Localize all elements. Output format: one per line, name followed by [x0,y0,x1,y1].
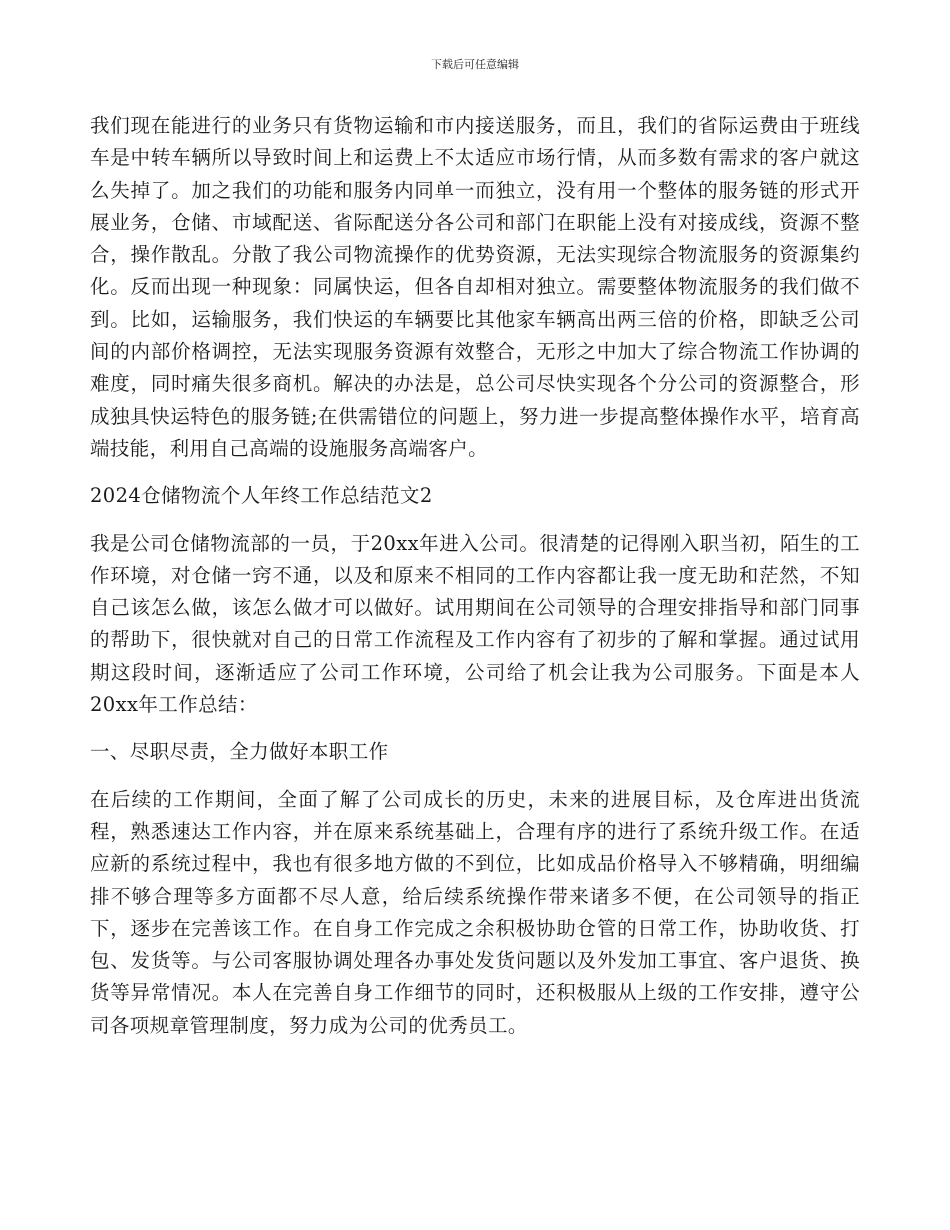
paragraph-work-details: 在后续的工作期间，全面了解了公司成长的历史，未来的进展目标，及仓库进出货流程，熟悉速达工作内容，并在原来系统基础上，合理有序的进行了系统升级工作。在适应新的系统过程中，我也有很多地方做的不到位，比如成品价格导入不够精确，明细编排不够合理等多方面都不尽人意，给后续系统操作带来诸多不便，在公司领导的指正下，逐步在完善该工作。在自身工作完成之余积极协助仓管的日常工作，协助收货、打包、发货等。与公司客服协调处理各办事处发货问题以及外发加工事宜、客户退货、换货等异常情况。本人在完善自身工作细节的同时，还积极服从上级的工作安排，遵守公司各项规章管理制度，努力成为公司的优秀员工。 [90,787,860,1037]
section-title-2024-summary: 2024仓储物流个人年终工作总结范文2 [90,484,433,508]
paragraph-introduction: 我是公司仓储物流部的一员，于20xx年进入公司。很清楚的记得刚入职当初，陌生的工作环境，对仓储一窍不通，以及和原来不相同的工作内容都让我一度无助和茫然，不知自己该怎么做，该怎么做才可以做好。试用期间在公司领导的合理安排指导和部门同事的帮助下，很快就对自己的日常工作流程及工作内容有了初步的了解和掌握。通过试用期这段时间，逐渐适应了公司工作环境，公司给了机会让我为公司服务。下面是本人20xx年工作总结： [90,531,860,717]
page-header-note: 下载后可任意编辑 [431,58,519,71]
document-body [90,110,860,1042]
section-heading-duties: 一、尽职尽责，全力做好本职工作 [90,740,389,764]
paragraph-business-status: 我们现在能进行的业务只有货物运输和市内接送服务，而且，我们的省际运费由于班线车是中转车辆所以导致时间上和运费上不太适应市场行情，从而多数有需求的客户就这么失掉了。加之我们的功能和服务内同单一而独立，没有用一个整体的服务链的形式开展业务，仓储、市域配送、省际配送分各公司和部门在职能上没有对接成线，资源不整合，操作散乱。分散了我公司物流操作的优势资源，无法实现综合物流服务的资源集约化。反而出现一种现象：同属快运，但各自却相对独立。需要整体物流服务的我们做不到。比如，运输服务，我们快运的车辆要比其他家车辆高出两三倍的价格，即缺乏公司间的内部价格调控，无法实现服务资源有效整合，无形之中加大了综合物流工作协调的难度，同时痛失很多商机。解决的办法是，总公司尽快实现各个分公司的资源整合，形成独具快运特色的服务链;在供需错位的问题上，努力进一步提高整体操作水平，培育高端技能，利用自己高端的设施服务高端客户。 [90,114,860,460]
